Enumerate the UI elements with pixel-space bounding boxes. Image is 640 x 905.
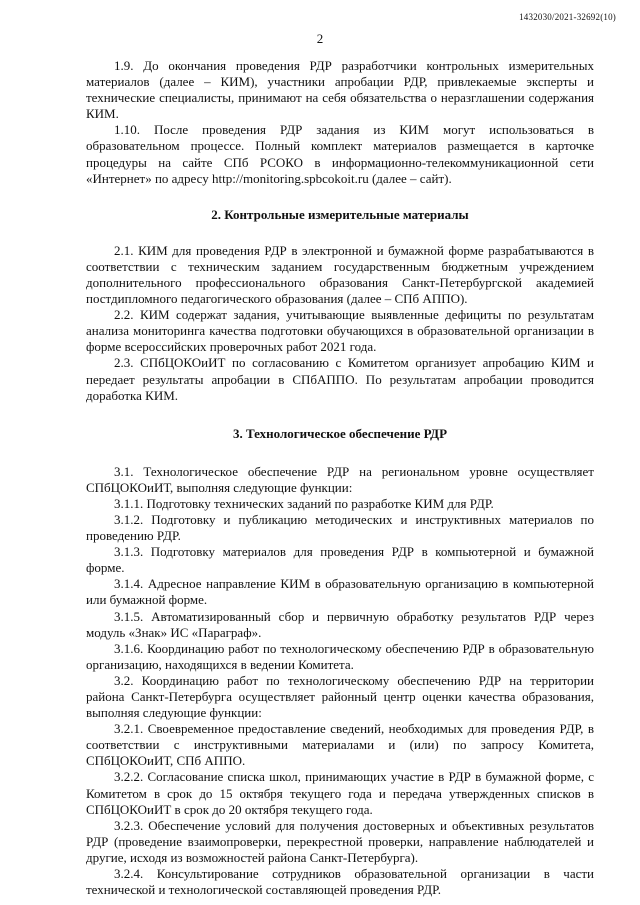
paragraph-3-1-5: 3.1.5. Автоматизированный сбор и первичную обработку результатов РДР через модуль «Знак» ИС «Параграф». (86, 608, 594, 640)
paragraph-2-1: 2.1. КИМ для проведения РДР в электронной и бумажной форме разрабатываются в соответствии с техническим заданием государственным бюджетным учреждением дополнительного профессионального образования Санкт-Петербургской академией постдипломного педагогического образования (далее – СПб АППО). (86, 242, 594, 307)
paragraph-3-2: 3.2. Координацию работ по технологическому обеспечению РДР на территории района Санкт-Петербурга осуществляет районный центр оценки качества образования, выполняя следующие функции: (86, 672, 594, 721)
document-body (86, 58, 594, 898)
paragraph-3-1-4: 3.1.4. Адресное направление КИМ в образовательную организацию в компьютерной или бумажной форме. (86, 576, 594, 608)
paragraph-2-3: 2.3. СПбЦОКОиИТ по согласованию с Комитетом организует апробацию КИМ и передает результаты апробации в СПбАППО. По результатам апробации проводится доработка КИМ. (86, 355, 594, 403)
paragraph-3-1-2: 3.1.2. Подготовку и публикацию методических и инструктивных материалов по проведению РДР. (86, 511, 594, 544)
paragraph-3-2-1: 3.2.1. Своевременное предоставление сведений, необходимых для проведения РДР, в соответствии с инструктивными материалами и (или) по запросу Комитета, СПбЦОКОиИТ, СПб АППО. (86, 721, 594, 769)
paragraph-3-2-2: 3.2.2. Согласование списка школ, принимающих участие в РДР в бумажной форме, с Комитетом в срок до 15 октября текущего года и передача утвержденных списков в СПбЦОКОиИТ в срок до 20 октября текущего года. (86, 769, 594, 817)
paragraph-3-2-3: 3.2.3. Обеспечение условий для получения достоверных и объективных результатов РДР (проведение взаимопроверки, перекрестной проверки, направление наблюдателей и другие, исходя из возможностей района Санкт-Петербурга). (86, 817, 594, 865)
paragraph-1-9: 1.9. До окончания проведения РДР разработчики контрольных измерительных материалов (далее – КИМ), участники апробации РДР, привлекаемые эксперты и технические специалисты, принимают на себя обязательства о неразглашении содержания КИМ. (86, 58, 594, 122)
paragraph-2-2: 2.2. КИМ содержат задания, учитывающие выявленные дефициты по результатам анализа мониторинга качества подготовки обучающихся в образовательной организации в форме всероссийских проверочных работ 2021 года. (86, 307, 594, 355)
section-2-heading: 2. Контрольные измерительные материалы (211, 206, 469, 222)
paragraph-1-10: 1.10. После проведения РДР задания из КИМ могут использоваться в образовательном процессе. Полный комплект материалов размещается в карточке процедуры на сайте СПб РСОКО в информационно-телекоммуникационной сети «Интернет» по адресу http://monitoring.spbcokoit.ru (далее – сайт). (86, 122, 594, 186)
paragraph-3-1: 3.1. Технологическое обеспечение РДР на региональном уровне осуществляет СПбЦОКОиИТ, выполняя следующие функции: (86, 463, 594, 495)
paragraph-3-1-6: 3.1.6. Координацию работ по технологическому обеспечению РДР в образовательную организацию, находящихся в ведении Комитета. (86, 640, 594, 672)
page-number: 2 (316, 31, 324, 46)
section-3-heading: 3. Технологическое обеспечение РДР (232, 425, 448, 441)
paragraph-3-2-4: 3.2.4. Консультирование сотрудников образовательной организации в части технической и технологической составляющей проведения РДР. (86, 866, 594, 898)
paragraph-3-1-3: 3.1.3. Подготовку материалов для проведения РДР в компьютерной и бумажной форме. (86, 544, 594, 576)
document-registration-number: 1432030/2021-32692(10) (519, 12, 616, 22)
paragraph-3-1-1: 3.1.1. Подготовку технических заданий по разработке КИМ для РДР. (114, 495, 494, 511)
